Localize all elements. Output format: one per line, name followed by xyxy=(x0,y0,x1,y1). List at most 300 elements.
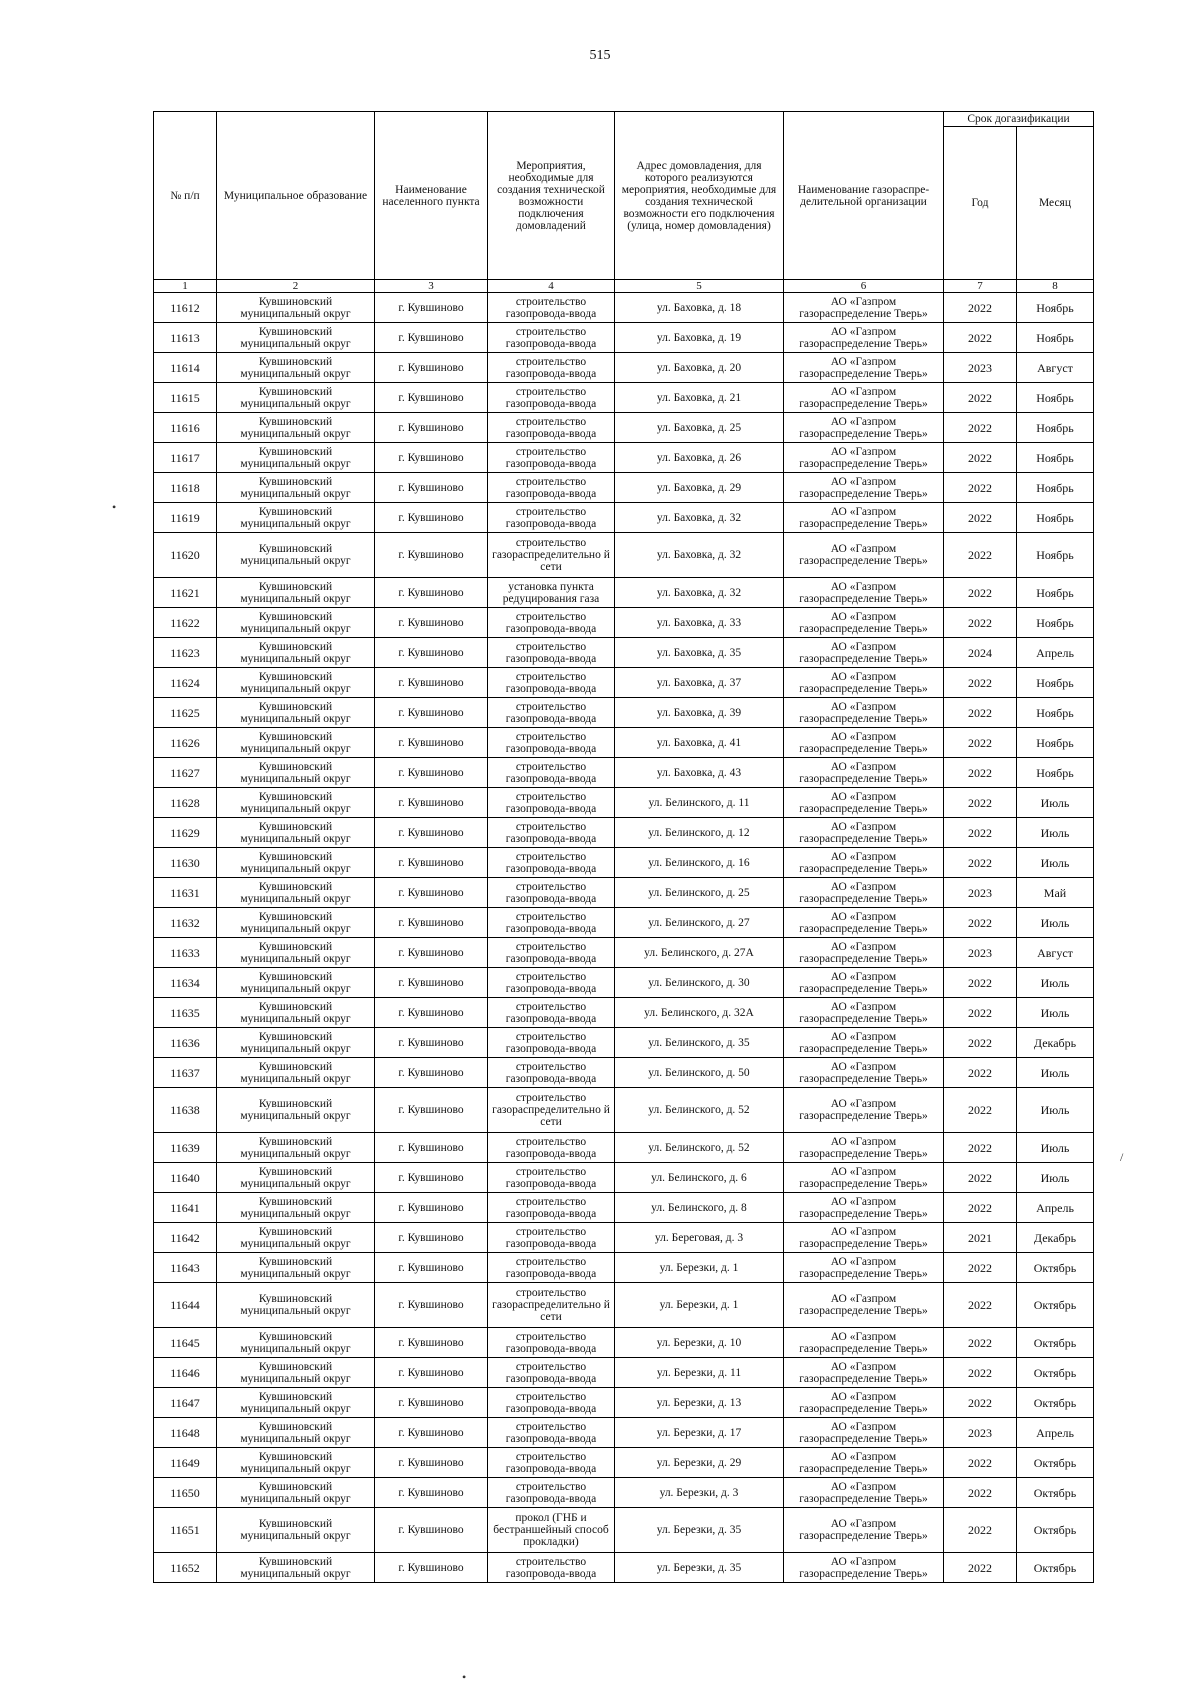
table-row xyxy=(154,1478,1094,1508)
cell-municipality: Кувшиновский муниципальный округ xyxy=(217,608,375,638)
cell-year: 2022 xyxy=(944,998,1017,1028)
cell-year: 2022 xyxy=(944,728,1017,758)
table-row xyxy=(154,638,1094,668)
cell-locality: г. Кувшиново xyxy=(375,968,488,998)
page-number: 515 xyxy=(589,48,611,63)
cell-year: 2022 xyxy=(944,1163,1017,1193)
cell-activity: строительство газопровода-ввода xyxy=(488,473,615,503)
cell-address: ул. Белинского, д. 6 xyxy=(615,1163,784,1193)
table-row xyxy=(154,533,1094,578)
table-row xyxy=(154,1223,1094,1253)
cell-organization: АО «Газпром газораспределение Тверь» xyxy=(784,1283,944,1328)
cell-locality: г. Кувшиново xyxy=(375,668,488,698)
cell-municipality: Кувшиновский муниципальный округ xyxy=(217,443,375,473)
cell-municipality: Кувшиновский муниципальный округ xyxy=(217,1358,375,1388)
table-row xyxy=(154,1283,1094,1328)
cell-organization: АО «Газпром газораспределение Тверь» xyxy=(784,383,944,413)
cell-number: 11652 xyxy=(154,1553,217,1583)
table-row xyxy=(154,998,1094,1028)
cell-organization: АО «Газпром газораспределение Тверь» xyxy=(784,1448,944,1478)
cell-activity: строительство газопровода-ввода xyxy=(488,728,615,758)
cell-year: 2022 xyxy=(944,608,1017,638)
cell-activity: строительство газопровода-ввода xyxy=(488,1253,615,1283)
table-row xyxy=(154,443,1094,473)
header-col-number: № п/п xyxy=(154,112,217,280)
table-row xyxy=(154,818,1094,848)
cell-address: ул. Березки, д. 11 xyxy=(615,1358,784,1388)
cell-number: 11638 xyxy=(154,1088,217,1133)
cell-year: 2023 xyxy=(944,1418,1017,1448)
cell-year: 2021 xyxy=(944,1223,1017,1253)
cell-year: 2022 xyxy=(944,1358,1017,1388)
cell-municipality: Кувшиновский муниципальный округ xyxy=(217,1028,375,1058)
cell-number: 11648 xyxy=(154,1418,217,1448)
cell-municipality: Кувшиновский муниципальный округ xyxy=(217,473,375,503)
cell-address: ул. Баховка, д. 20 xyxy=(615,353,784,383)
cell-address: ул. Березки, д. 17 xyxy=(615,1418,784,1448)
cell-month: Ноябрь xyxy=(1017,728,1094,758)
table-row xyxy=(154,1088,1094,1133)
cell-month: Июль xyxy=(1017,818,1094,848)
cell-municipality: Кувшиновский муниципальный округ xyxy=(217,968,375,998)
cell-month: Октябрь xyxy=(1017,1358,1094,1388)
cell-number: 11629 xyxy=(154,818,217,848)
cell-year: 2022 xyxy=(944,908,1017,938)
cell-municipality: Кувшиновский муниципальный округ xyxy=(217,1088,375,1133)
cell-municipality: Кувшиновский муниципальный округ xyxy=(217,503,375,533)
cell-month: Ноябрь xyxy=(1017,698,1094,728)
cell-locality: г. Кувшиново xyxy=(375,413,488,443)
cell-number: 11617 xyxy=(154,443,217,473)
cell-month: Ноябрь xyxy=(1017,503,1094,533)
cell-number: 11627 xyxy=(154,758,217,788)
cell-organization: АО «Газпром газораспределение Тверь» xyxy=(784,998,944,1028)
table-row xyxy=(154,1388,1094,1418)
cell-address: ул. Баховка, д. 18 xyxy=(615,293,784,323)
cell-year: 2022 xyxy=(944,383,1017,413)
cell-address: ул. Белинского, д. 25 xyxy=(615,878,784,908)
cell-locality: г. Кувшиново xyxy=(375,1418,488,1448)
cell-number: 11621 xyxy=(154,578,217,608)
cell-organization: АО «Газпром газораспределение Тверь» xyxy=(784,908,944,938)
cell-address: ул. Белинского, д. 35 xyxy=(615,1028,784,1058)
cell-number: 11630 xyxy=(154,848,217,878)
cell-organization: АО «Газпром газораспределение Тверь» xyxy=(784,1478,944,1508)
cell-month: Ноябрь xyxy=(1017,608,1094,638)
cell-activity: строительство газопровода-ввода xyxy=(488,698,615,728)
table-row xyxy=(154,1028,1094,1058)
cell-month: Ноябрь xyxy=(1017,413,1094,443)
header-col-locality: Наименование населенного пункта xyxy=(375,112,488,280)
cell-organization: АО «Газпром газораспределение Тверь» xyxy=(784,608,944,638)
cell-address: ул. Баховка, д. 19 xyxy=(615,323,784,353)
cell-number: 11619 xyxy=(154,503,217,533)
header-col-year: Год xyxy=(944,127,1017,280)
cell-locality: г. Кувшиново xyxy=(375,473,488,503)
cell-number: 11634 xyxy=(154,968,217,998)
cell-year: 2022 xyxy=(944,1133,1017,1163)
table-row xyxy=(154,1253,1094,1283)
cell-locality: г. Кувшиново xyxy=(375,938,488,968)
cell-locality: г. Кувшиново xyxy=(375,1028,488,1058)
cell-activity: строительство газопровода-ввода xyxy=(488,413,615,443)
cell-organization: АО «Газпром газораспределение Тверь» xyxy=(784,1028,944,1058)
cell-month: Ноябрь xyxy=(1017,473,1094,503)
cell-organization: АО «Газпром газораспределение Тверь» xyxy=(784,293,944,323)
cell-activity: строительство газопровода-ввода xyxy=(488,818,615,848)
cell-activity: строительство газораспределительно й сети xyxy=(488,533,615,578)
cell-month: Ноябрь xyxy=(1017,533,1094,578)
cell-organization: АО «Газпром газораспределение Тверь» xyxy=(784,668,944,698)
cell-address: ул. Баховка, д. 37 xyxy=(615,668,784,698)
cell-address: ул. Баховка, д. 32 xyxy=(615,578,784,608)
table-row xyxy=(154,578,1094,608)
cell-organization: АО «Газпром газораспределение Тверь» xyxy=(784,413,944,443)
cell-number: 11628 xyxy=(154,788,217,818)
cell-municipality: Кувшиновский муниципальный округ xyxy=(217,1328,375,1358)
header-num: 7 xyxy=(944,280,1017,293)
cell-organization: АО «Газпром газораспределение Тверь» xyxy=(784,1058,944,1088)
cell-municipality: Кувшиновский муниципальный округ xyxy=(217,788,375,818)
cell-municipality: Кувшиновский муниципальный округ xyxy=(217,323,375,353)
table-row xyxy=(154,1328,1094,1358)
cell-activity: строительство газопровода-ввода xyxy=(488,638,615,668)
cell-address: ул. Береговая, д. 3 xyxy=(615,1223,784,1253)
cell-locality: г. Кувшиново xyxy=(375,848,488,878)
header-col-organization: Наименование газораспре-делительной организации xyxy=(784,112,944,280)
cell-address: ул. Белинского, д. 50 xyxy=(615,1058,784,1088)
cell-activity: строительство газопровода-ввода xyxy=(488,443,615,473)
header-num: 8 xyxy=(1017,280,1094,293)
header-col-month: Месяц xyxy=(1017,127,1094,280)
cell-locality: г. Кувшиново xyxy=(375,728,488,758)
cell-address: ул. Белинского, д. 52 xyxy=(615,1088,784,1133)
scan-dot: • xyxy=(112,500,117,514)
cell-organization: АО «Газпром газораспределение Тверь» xyxy=(784,698,944,728)
cell-activity: строительство газопровода-ввода xyxy=(488,1358,615,1388)
cell-organization: АО «Газпром газораспределение Тверь» xyxy=(784,728,944,758)
cell-activity: строительство газопровода-ввода xyxy=(488,668,615,698)
cell-number: 11639 xyxy=(154,1133,217,1163)
cell-month: Август xyxy=(1017,938,1094,968)
cell-locality: г. Кувшиново xyxy=(375,578,488,608)
cell-number: 11633 xyxy=(154,938,217,968)
cell-organization: АО «Газпром газораспределение Тверь» xyxy=(784,1193,944,1223)
cell-organization: АО «Газпром газораспределение Тверь» xyxy=(784,968,944,998)
cell-municipality: Кувшиновский муниципальный округ xyxy=(217,728,375,758)
cell-activity: строительство газопровода-ввода xyxy=(488,758,615,788)
scan-dot: • xyxy=(462,1670,467,1684)
cell-month: Октябрь xyxy=(1017,1328,1094,1358)
cell-locality: г. Кувшиново xyxy=(375,638,488,668)
cell-activity: строительство газопровода-ввода xyxy=(488,1223,615,1253)
cell-month: Декабрь xyxy=(1017,1028,1094,1058)
cell-address: ул. Березки, д. 10 xyxy=(615,1328,784,1358)
table-row xyxy=(154,788,1094,818)
cell-address: ул. Белинского, д. 12 xyxy=(615,818,784,848)
cell-activity: строительство газопровода-ввода xyxy=(488,1058,615,1088)
cell-number: 11616 xyxy=(154,413,217,443)
cell-number: 11647 xyxy=(154,1388,217,1418)
cell-month: Май xyxy=(1017,878,1094,908)
gasification-table-sheet xyxy=(153,111,1093,1583)
cell-number: 11618 xyxy=(154,473,217,503)
cell-municipality: Кувшиновский муниципальный округ xyxy=(217,1508,375,1553)
cell-address: ул. Баховка, д. 39 xyxy=(615,698,784,728)
table-body xyxy=(154,293,1094,1583)
cell-year: 2022 xyxy=(944,533,1017,578)
cell-month: Декабрь xyxy=(1017,1223,1094,1253)
cell-organization: АО «Газпром газораспределение Тверь» xyxy=(784,1508,944,1553)
cell-number: 11642 xyxy=(154,1223,217,1253)
cell-month: Октябрь xyxy=(1017,1448,1094,1478)
cell-locality: г. Кувшиново xyxy=(375,353,488,383)
cell-locality: г. Кувшиново xyxy=(375,1553,488,1583)
cell-month: Октябрь xyxy=(1017,1553,1094,1583)
cell-municipality: Кувшиновский муниципальный округ xyxy=(217,758,375,788)
cell-year: 2022 xyxy=(944,968,1017,998)
cell-year: 2022 xyxy=(944,788,1017,818)
table-row xyxy=(154,293,1094,323)
cell-organization: АО «Газпром газораспределение Тверь» xyxy=(784,473,944,503)
cell-month: Ноябрь xyxy=(1017,443,1094,473)
cell-year: 2022 xyxy=(944,1193,1017,1223)
cell-address: ул. Березки, д. 1 xyxy=(615,1283,784,1328)
header-col-activity: Мероприятия, необходимые для создания технической возможности подключения домовладений xyxy=(488,112,615,280)
cell-municipality: Кувшиновский муниципальный округ xyxy=(217,998,375,1028)
cell-organization: АО «Газпром газораспределение Тверь» xyxy=(784,323,944,353)
header-num: 3 xyxy=(375,280,488,293)
cell-address: ул. Березки, д. 29 xyxy=(615,1448,784,1478)
cell-address: ул. Баховка, д. 43 xyxy=(615,758,784,788)
cell-month: Ноябрь xyxy=(1017,293,1094,323)
cell-organization: АО «Газпром газораспределение Тверь» xyxy=(784,788,944,818)
cell-organization: АО «Газпром газораспределение Тверь» xyxy=(784,1328,944,1358)
cell-activity: строительство газопровода-ввода xyxy=(488,788,615,818)
cell-address: ул. Белинского, д. 8 xyxy=(615,1193,784,1223)
cell-number: 11631 xyxy=(154,878,217,908)
cell-municipality: Кувшиновский муниципальный округ xyxy=(217,638,375,668)
cell-number: 11650 xyxy=(154,1478,217,1508)
cell-year: 2022 xyxy=(944,1448,1017,1478)
cell-locality: г. Кувшиново xyxy=(375,818,488,848)
cell-address: ул. Баховка, д. 41 xyxy=(615,728,784,758)
table-row xyxy=(154,1133,1094,1163)
cell-municipality: Кувшиновский муниципальный округ xyxy=(217,1478,375,1508)
cell-month: Июль xyxy=(1017,1088,1094,1133)
cell-year: 2022 xyxy=(944,413,1017,443)
cell-year: 2022 xyxy=(944,818,1017,848)
cell-year: 2022 xyxy=(944,1508,1017,1553)
cell-address: ул. Белинского, д. 30 xyxy=(615,968,784,998)
cell-number: 11622 xyxy=(154,608,217,638)
cell-month: Октябрь xyxy=(1017,1508,1094,1553)
cell-municipality: Кувшиновский муниципальный округ xyxy=(217,353,375,383)
table-row xyxy=(154,473,1094,503)
cell-address: ул. Баховка, д. 25 xyxy=(615,413,784,443)
cell-year: 2022 xyxy=(944,698,1017,728)
cell-month: Июль xyxy=(1017,1133,1094,1163)
cell-locality: г. Кувшиново xyxy=(375,1223,488,1253)
cell-organization: АО «Газпром газораспределение Тверь» xyxy=(784,1388,944,1418)
cell-municipality: Кувшиновский муниципальный округ xyxy=(217,1223,375,1253)
cell-activity: строительство газораспределительно й сети xyxy=(488,1283,615,1328)
cell-organization: АО «Газпром газораспределение Тверь» xyxy=(784,1223,944,1253)
cell-number: 11612 xyxy=(154,293,217,323)
cell-year: 2022 xyxy=(944,1283,1017,1328)
cell-locality: г. Кувшиново xyxy=(375,1358,488,1388)
cell-address: ул. Баховка, д. 32 xyxy=(615,533,784,578)
cell-year: 2022 xyxy=(944,1388,1017,1418)
cell-municipality: Кувшиновский муниципальный округ xyxy=(217,578,375,608)
cell-organization: АО «Газпром газораспределение Тверь» xyxy=(784,848,944,878)
cell-number: 11625 xyxy=(154,698,217,728)
cell-address: ул. Березки, д. 13 xyxy=(615,1388,784,1418)
cell-number: 11636 xyxy=(154,1028,217,1058)
cell-address: ул. Белинского, д. 27А xyxy=(615,938,784,968)
cell-locality: г. Кувшиново xyxy=(375,1133,488,1163)
cell-address: ул. Баховка, д. 26 xyxy=(615,443,784,473)
cell-address: ул. Березки, д. 1 xyxy=(615,1253,784,1283)
cell-locality: г. Кувшиново xyxy=(375,323,488,353)
cell-activity: строительство газопровода-ввода xyxy=(488,998,615,1028)
cell-month: Июль xyxy=(1017,1058,1094,1088)
cell-activity: строительство газопровода-ввода xyxy=(488,1448,615,1478)
header-num: 1 xyxy=(154,280,217,293)
table-row xyxy=(154,413,1094,443)
cell-organization: АО «Газпром газораспределение Тверь» xyxy=(784,1418,944,1448)
cell-address: ул. Баховка, д. 29 xyxy=(615,473,784,503)
cell-locality: г. Кувшиново xyxy=(375,1388,488,1418)
table-row xyxy=(154,968,1094,998)
cell-municipality: Кувшиновский муниципальный округ xyxy=(217,1553,375,1583)
cell-number: 11651 xyxy=(154,1508,217,1553)
cell-month: Ноябрь xyxy=(1017,668,1094,698)
cell-year: 2022 xyxy=(944,848,1017,878)
cell-locality: г. Кувшиново xyxy=(375,1193,488,1223)
table-row xyxy=(154,1358,1094,1388)
cell-year: 2023 xyxy=(944,878,1017,908)
cell-activity: строительство газопровода-ввода xyxy=(488,938,615,968)
cell-address: ул. Березки, д. 35 xyxy=(615,1508,784,1553)
cell-number: 11641 xyxy=(154,1193,217,1223)
cell-locality: г. Кувшиново xyxy=(375,1448,488,1478)
cell-number: 11637 xyxy=(154,1058,217,1088)
cell-activity: строительство газораспределительно й сети xyxy=(488,1088,615,1133)
cell-address: ул. Баховка, д. 33 xyxy=(615,608,784,638)
cell-number: 11644 xyxy=(154,1283,217,1328)
cell-municipality: Кувшиновский муниципальный округ xyxy=(217,668,375,698)
cell-municipality: Кувшиновский муниципальный округ xyxy=(217,818,375,848)
cell-activity: строительство газопровода-ввода xyxy=(488,848,615,878)
cell-activity: строительство газопровода-ввода xyxy=(488,1163,615,1193)
cell-activity: строительство газопровода-ввода xyxy=(488,1478,615,1508)
cell-municipality: Кувшиновский муниципальный округ xyxy=(217,1418,375,1448)
cell-organization: АО «Газпром газораспределение Тверь» xyxy=(784,758,944,788)
table-row xyxy=(154,728,1094,758)
cell-address: ул. Баховка, д. 21 xyxy=(615,383,784,413)
cell-month: Август xyxy=(1017,353,1094,383)
gasification-table xyxy=(153,111,1094,1583)
cell-year: 2022 xyxy=(944,668,1017,698)
cell-month: Июль xyxy=(1017,968,1094,998)
cell-year: 2022 xyxy=(944,473,1017,503)
cell-month: Июль xyxy=(1017,998,1094,1028)
cell-month: Октябрь xyxy=(1017,1283,1094,1328)
cell-locality: г. Кувшиново xyxy=(375,503,488,533)
cell-locality: г. Кувшиново xyxy=(375,698,488,728)
cell-municipality: Кувшиновский муниципальный округ xyxy=(217,1448,375,1478)
cell-number: 11613 xyxy=(154,323,217,353)
cell-year: 2022 xyxy=(944,758,1017,788)
header-col-municipality: Муниципальное образование xyxy=(217,112,375,280)
cell-number: 11615 xyxy=(154,383,217,413)
table-row xyxy=(154,1448,1094,1478)
cell-month: Октябрь xyxy=(1017,1478,1094,1508)
cell-municipality: Кувшиновский муниципальный округ xyxy=(217,1133,375,1163)
cell-number: 11635 xyxy=(154,998,217,1028)
cell-year: 2022 xyxy=(944,1478,1017,1508)
cell-municipality: Кувшиновский муниципальный округ xyxy=(217,1058,375,1088)
cell-organization: АО «Газпром газораспределение Тверь» xyxy=(784,578,944,608)
cell-locality: г. Кувшиново xyxy=(375,1478,488,1508)
header-col-address: Адрес домовладения, для которого реализуются мероприятия, необходимые для создания технической возможности его подключения (улица, номер домовладения) xyxy=(615,112,784,280)
cell-year: 2022 xyxy=(944,1253,1017,1283)
cell-activity: строительство газопровода-ввода xyxy=(488,908,615,938)
table-row xyxy=(154,758,1094,788)
cell-number: 11646 xyxy=(154,1358,217,1388)
cell-locality: г. Кувшиново xyxy=(375,1163,488,1193)
cell-locality: г. Кувшиново xyxy=(375,1088,488,1133)
cell-activity: строительство газопровода-ввода xyxy=(488,1553,615,1583)
cell-number: 11649 xyxy=(154,1448,217,1478)
cell-activity: прокол (ГНБ и бестраншейный способ прокладки) xyxy=(488,1508,615,1553)
cell-locality: г. Кувшиново xyxy=(375,533,488,578)
cell-year: 2022 xyxy=(944,1028,1017,1058)
table-row xyxy=(154,848,1094,878)
table-row xyxy=(154,323,1094,353)
cell-activity: строительство газопровода-ввода xyxy=(488,323,615,353)
cell-municipality: Кувшиновский муниципальный округ xyxy=(217,413,375,443)
cell-address: ул. Белинского, д. 16 xyxy=(615,848,784,878)
cell-year: 2022 xyxy=(944,1058,1017,1088)
cell-number: 11614 xyxy=(154,353,217,383)
cell-locality: г. Кувшиново xyxy=(375,293,488,323)
cell-year: 2022 xyxy=(944,1328,1017,1358)
table-row xyxy=(154,608,1094,638)
cell-number: 11620 xyxy=(154,533,217,578)
cell-municipality: Кувшиновский муниципальный округ xyxy=(217,293,375,323)
cell-address: ул. Белинского, д. 27 xyxy=(615,908,784,938)
cell-municipality: Кувшиновский муниципальный округ xyxy=(217,848,375,878)
cell-activity: строительство газопровода-ввода xyxy=(488,1133,615,1163)
cell-organization: АО «Газпром газораспределение Тверь» xyxy=(784,533,944,578)
cell-number: 11626 xyxy=(154,728,217,758)
scan-tick: / xyxy=(1120,1150,1124,1164)
table-row xyxy=(154,1418,1094,1448)
cell-organization: АО «Газпром газораспределение Тверь» xyxy=(784,878,944,908)
cell-locality: г. Кувшиново xyxy=(375,1328,488,1358)
cell-year: 2023 xyxy=(944,353,1017,383)
cell-organization: АО «Газпром газораспределение Тверь» xyxy=(784,443,944,473)
cell-address: ул. Белинского, д. 32А xyxy=(615,998,784,1028)
header-num: 2 xyxy=(217,280,375,293)
cell-organization: АО «Газпром газораспределение Тверь» xyxy=(784,1358,944,1388)
cell-activity: установка пункта редуцирования газа xyxy=(488,578,615,608)
cell-organization: АО «Газпром газораспределение Тверь» xyxy=(784,503,944,533)
cell-municipality: Кувшиновский муниципальный округ xyxy=(217,908,375,938)
cell-activity: строительство газопровода-ввода xyxy=(488,968,615,998)
